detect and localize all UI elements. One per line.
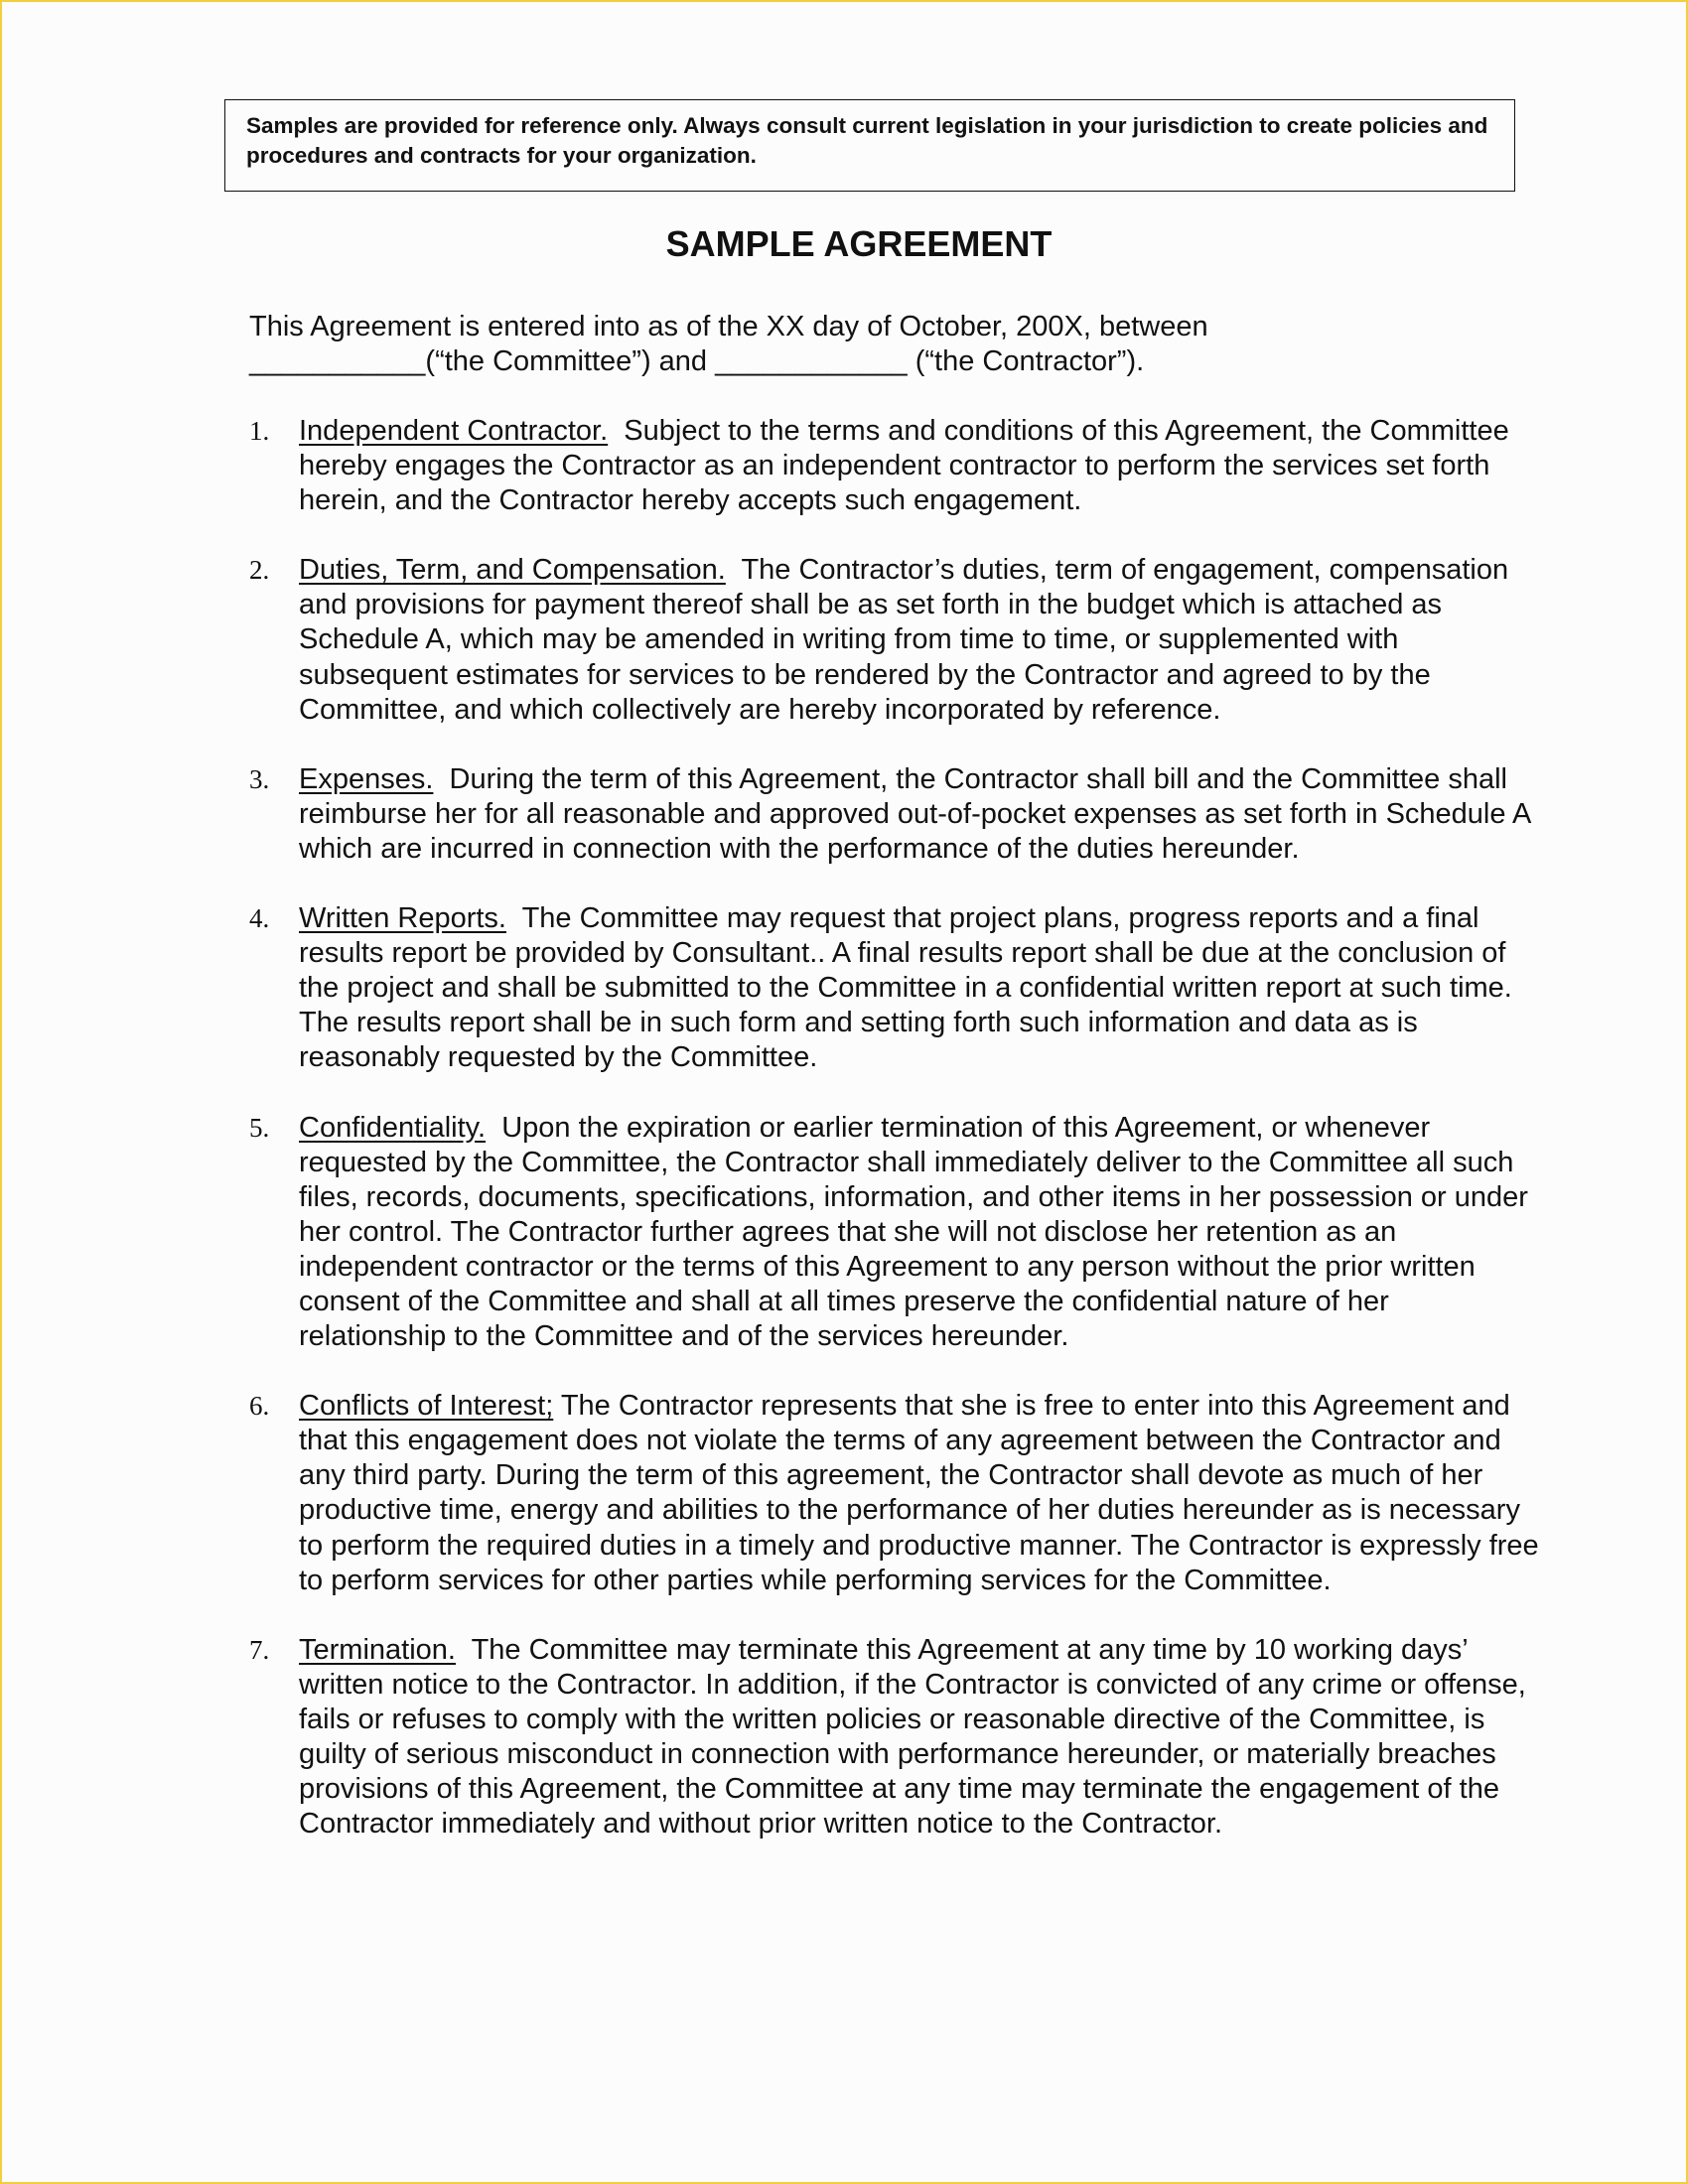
clause-number: 1. <box>249 416 270 446</box>
disclaimer-text: Samples are provided for reference only. Always consult current legislation in your jurisdiction to create policies and procedures and contracts for your organization. <box>246 113 1488 168</box>
clause-body: Upon the expiration or earlier termination of this Agreement, or whenever requested by the Committee, the Contractor shall immediately deliver to the Committee all such files, records, documents, specifications, information, and other items in her possession or under her control. The Contractor further agrees that she will not disclose her retention as an independent contractor or the terms of this Agreement to any person without the prior written consent of the Committee and shall at all times preserve the confidential nature of her relationship to the Committee and of the services hereunder. <box>299 1111 1528 1353</box>
clause-body: The Committee may request that project plans, progress reports and a final results report be provided by Consultant.. A final results report shall be due at the conclusion of the project and shall be submitted to the Committee in a confidential written report at such time. The results report shall be in such form and setting forth such information and data as is reasonably requested by the Committee. <box>299 902 1512 1074</box>
clause-heading: Independent Contractor. <box>299 415 609 447</box>
clause-body: The Contractor’s duties, term of engagement, compensation and provisions for payment thereof shall be as set forth in the budget which is attached as Schedule A, which may be amended in writing from time to time, or supplemented with subsequent estimates for services to be rendered by the Contractor and agreed to by the Committee, and which collectively are hereby incorporated by reference. <box>299 554 1509 726</box>
clause-number: 4. <box>249 903 270 934</box>
clause-7 <box>2 1633 1688 1843</box>
clause-4 <box>2 901 1688 1075</box>
clause-heading: Written Reports. <box>299 902 506 935</box>
clause-number: 2. <box>249 555 270 586</box>
clause-3 <box>2 762 1688 867</box>
clause-heading: Duties, Term, and Compensation. <box>299 554 726 587</box>
clause-heading: Confidentiality. <box>299 1111 487 1144</box>
clause-body: During the term of this Agreement, the Contractor shall bill and the Committee shall reimburse her for all reasonable and approved out-of-pocket expenses as set forth in Schedule A which are incurred in connection with the performance of the duties hereunder. <box>299 762 1530 865</box>
clause-heading: Expenses. <box>299 762 434 795</box>
preamble <box>249 310 1490 379</box>
clause-number: 6. <box>249 1391 270 1422</box>
clause-heading: Termination. <box>299 1633 456 1666</box>
preamble-line-2: ___________(“the Committee”) and ____________ (“the Contractor”). <box>249 345 1145 377</box>
clause-body: The Committee may terminate this Agreement at any time by 10 working days’ written notice to the Contractor. In addition, if the Contractor is convicted of any crime or offense, fails or refuses to comply with the written policies or reasonable directive of the Committee, is guilty of serious misconduct in connection with performance hereunder, or materially breaches provisions of this Agreement, the Committee at any time may terminate the engagement of the Contractor immediately and without prior written notice to the Contractor. <box>299 1633 1526 1841</box>
clause-number: 7. <box>249 1634 270 1665</box>
preamble-line-1: This Agreement is entered into as of the XX day of October, 200X, between <box>249 311 1208 342</box>
clause-body: The Contractor represents that she is free to enter into this Agreement and that this engagement does not violate the terms of any agreement between the Contractor and any third party. During the term of this agreement, the Contractor shall devote as much of her productive time, energy and abilities to the performance of her duties hereunder as is necessary to perform the required duties in a timely and productive manner. The Contractor is expressly free to perform services for other parties while performing services for the Committee. <box>299 1390 1539 1596</box>
document-title: SAMPLE AGREEMENT <box>665 223 1053 264</box>
clause-2 <box>2 553 1688 727</box>
clause-heading: Conflicts of Interest; <box>299 1390 554 1423</box>
clause-5 <box>2 1111 1688 1355</box>
clause-number: 3. <box>249 763 270 794</box>
clause-number: 5. <box>249 1112 270 1143</box>
clause-list <box>2 414 1688 1876</box>
clause-body: Subject to the terms and conditions of this Agreement, the Committee hereby engages the Contractor as an independent contractor to perform the services set forth herein, and the Contractor hereby accepts such engagement. <box>299 415 1509 517</box>
clause-1 <box>2 414 1688 518</box>
clause-6 <box>2 1389 1688 1598</box>
disclaimer-box <box>224 99 1515 192</box>
